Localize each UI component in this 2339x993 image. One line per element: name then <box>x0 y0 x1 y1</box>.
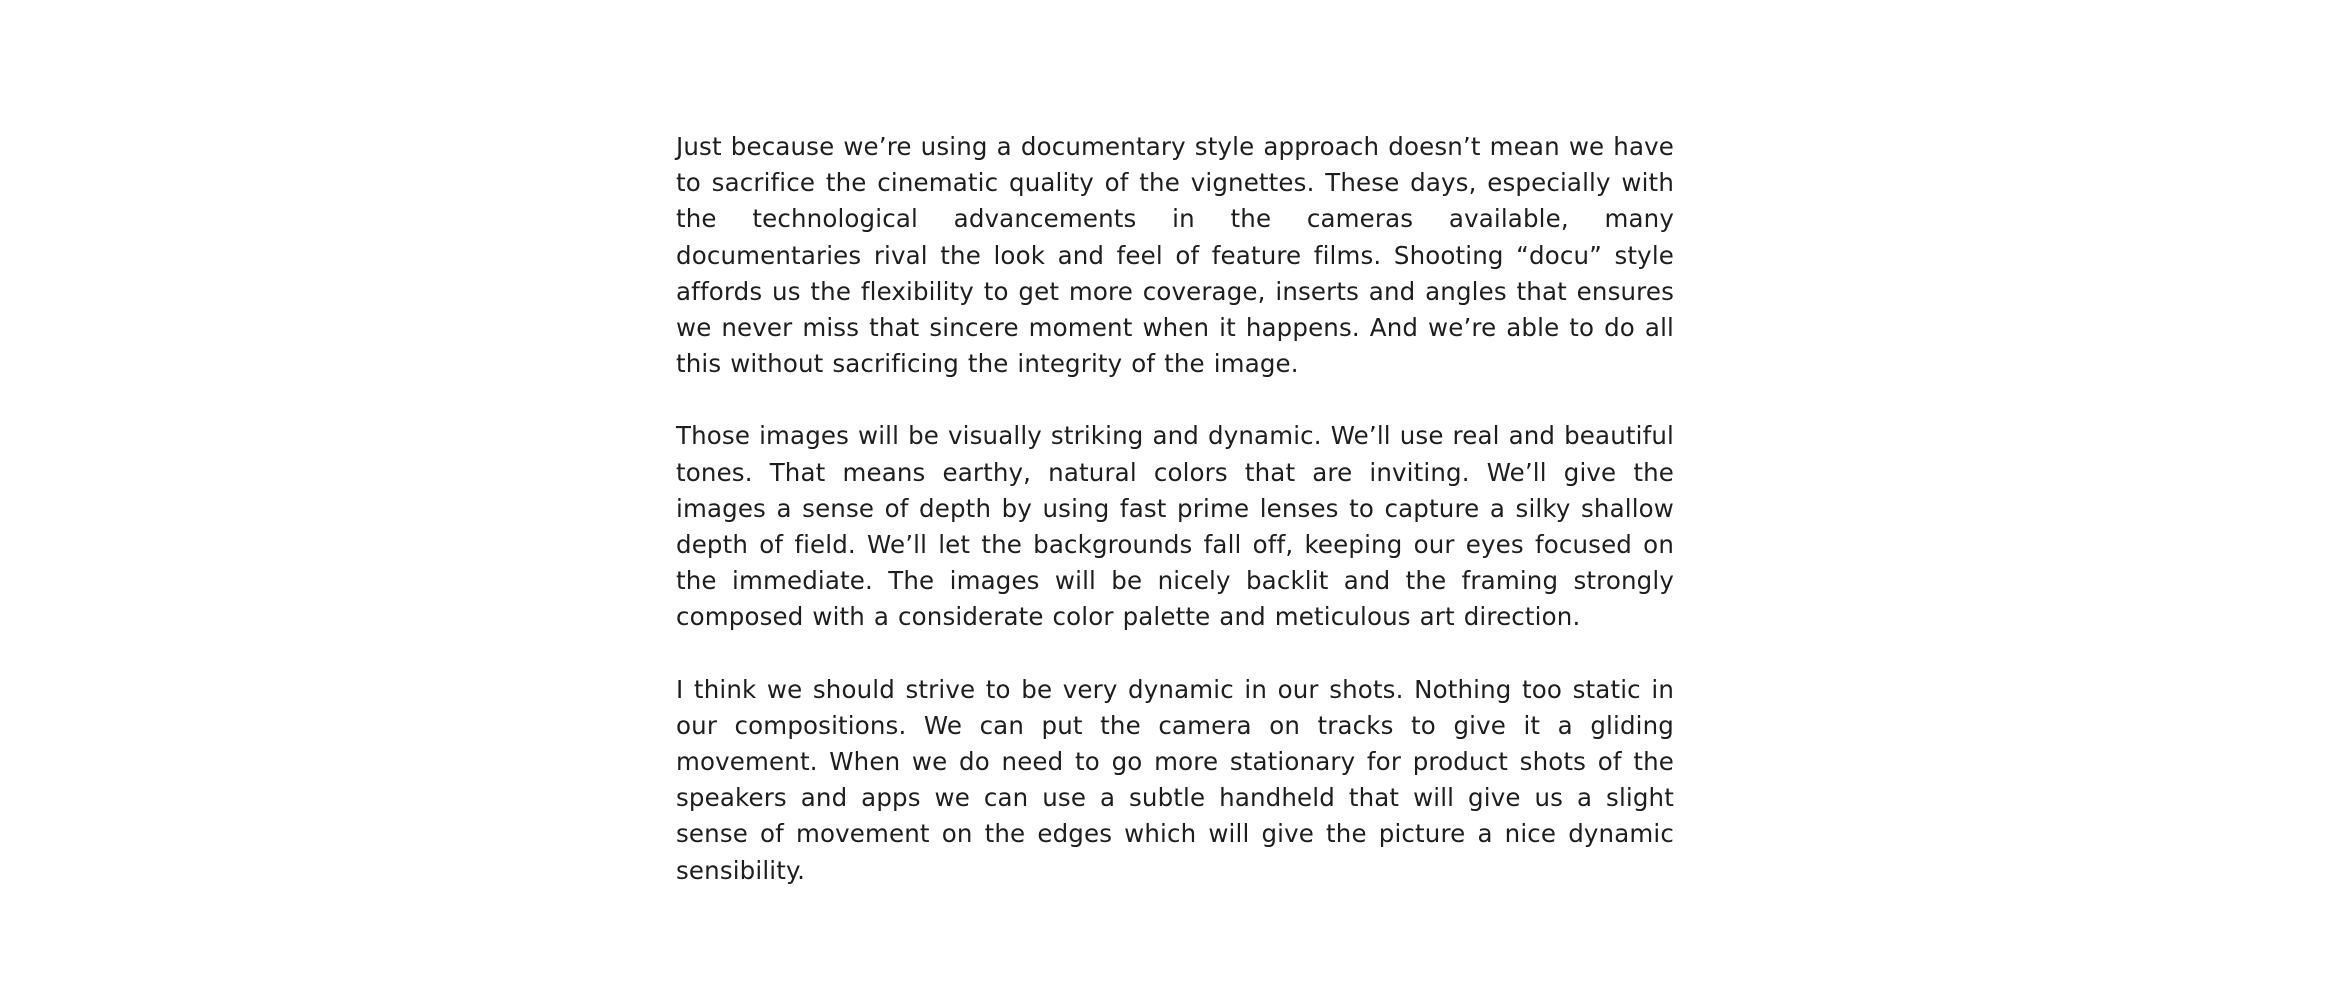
paragraph-visual-style: Those images will be visually striking and dynamic. We’ll use real and beautiful tones. That means earthy, natural colors that are inviting. We’ll give the images a sense of depth by using fast prime lenses to capture a silky shallow depth of field. We’ll let the backgrounds fall off, keeping our eyes focused on the immediate. The images will be nicely backlit and the framing strongly composed with a considerate color palette and meticulous art direction. <box>676 421 1674 632</box>
paragraph-cinematic-quality: Just because we’re using a documentary style approach doesn’t mean we have to sacrifice the cinematic quality of the vignettes. These days, especially with the technological advancements in the cameras available, many documentaries rival the look and feel of feature films. Shooting “docu” style affords us the flexibility to get more coverage, inserts and angles that ensures we never miss that sincere moment when it happens. And we’re able to do all this without sacrificing the integrity of the image. <box>676 132 1674 379</box>
body-text <box>676 129 1674 889</box>
paragraph-camera-movement: I think we should strive to be very dynamic in our shots. Nothing too static in our compositions. We can put the camera on tracks to give it a gliding movement. When we do need to go more stationary for product shots of the speakers and apps we can use a subtle handheld that will give us a slight sense of movement on the edges which will give the picture a nice dynamic sensibility. <box>676 674 1674 885</box>
